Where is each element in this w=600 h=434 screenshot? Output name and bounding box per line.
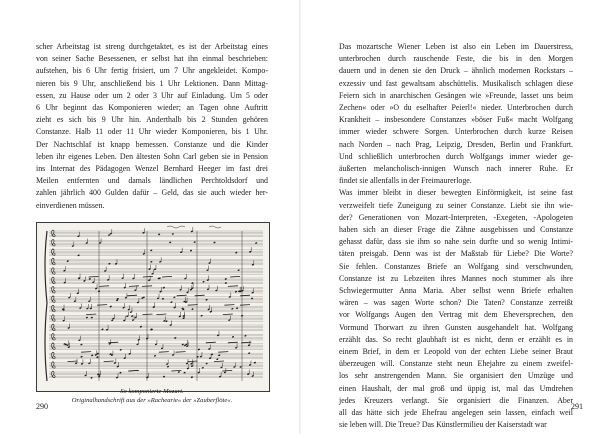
figure-caption	[36, 388, 268, 405]
text-line: Vormund Thorwart zu ihren Gunsten ausgehandelt hat. Wolfgang	[339, 322, 573, 332]
text-line: immer wieder schwere Sorgen. Unterbrochen durch kurze Reisen	[339, 127, 573, 137]
text-line: Feiern sich in anarchischen Gesängen wie »Freunde, lasset uns beim	[339, 90, 573, 100]
figure-caption-line-1: So komponierte Mozart.	[120, 388, 184, 395]
text-line: gehasst dafür, dass sie ihm so nahe sein durfte und so wenig Intimi-	[339, 237, 573, 247]
text-line: Und schließlich unterbrochen durch Wolfgangs immer wieder ge-	[339, 151, 573, 161]
text-line: scher Arbeitstag ist streng durchgetaktet, es ist der Arbeitstag eines	[36, 42, 268, 51]
page-number-right: 291	[571, 402, 583, 411]
text-line: leben ihr eigenes Leben. Den ältesten Sohn Carl geben sie in Pension	[36, 151, 268, 161]
text-line: täten preisgab. Denn was ist der Maßstab für Liebe? Die Worte?	[339, 249, 573, 259]
text-line: der? Generationen von Mozart-Interpreten, -Exegeten, -Apologeten	[339, 212, 573, 222]
text-line: einen Haushalt, der mal groß und üppig ist, mal das Umdrehen	[339, 383, 573, 393]
left-page	[0, 0, 299, 434]
left-body-text	[36, 41, 268, 212]
text-line: Was immer bleibt in dieser bewegten Einförmigkeit, ist seine fast	[339, 188, 573, 198]
manuscript-image	[37, 223, 269, 391]
text-line: unterbrochen durch rauschende Feste, die bis in den Morgen	[339, 54, 573, 64]
text-line: haben sich an dieser Frage die Zähne ausgebissen und Constanze	[339, 225, 573, 235]
text-line: all das hätte sich jede Ehefrau angelegen sein lassen, einfach weil	[339, 408, 573, 418]
text-line: Meilen entfernten und damals ländlichen Perchtoldsdorf und	[36, 176, 268, 186]
text-line: nieren bis 9 Uhr, anschließend bis 1 Uhr Lektionen. Dann Mittag-	[36, 78, 268, 88]
text-line: zieht es sich bis 9 Uhr hin. Anderthalb bis 2 Stunden gehören	[36, 115, 268, 125]
text-line: von seiner Sache Besessenen, er selbst hat ihn einmal beschrieben:	[36, 54, 268, 64]
music-manuscript-figure	[36, 222, 270, 392]
text-line: Schwiegermutter Anna Maria. Aber selbst wenn Briefe erhalten	[339, 286, 573, 296]
text-line: findet sie allenfalls in der Freimaurerloge.	[339, 176, 472, 186]
text-line: Zechen« oder »O du eselhafter Peierl!« nieder. Unterbrochen durch	[339, 103, 573, 113]
text-line: verzweifelt tiefe Zuneigung zu seiner Constanze. Liebt sie ihn wie-	[339, 200, 573, 210]
text-line: nach Norden – nach Prag, Leipzig, Dresden, Berlin und Frankfurt.	[339, 139, 573, 149]
text-line: 6 Uhr beginnt das Komponieren wieder; an Tagen ohne Auftritt	[36, 103, 268, 113]
right-page	[301, 0, 600, 434]
text-line: äußerten melancholisch-innigen Wunsch nach innerer Ruhe. Er	[339, 164, 573, 174]
text-line: einem Brief, in dem er Leopold von der echten Liebe seiner Braut	[339, 347, 573, 357]
text-line: Constanze. Halb 11 oder 11 Uhr wieder Komponieren, bis 1 Uhr.	[36, 127, 268, 137]
page-number-left: 290	[36, 402, 48, 411]
text-line: erzählt das. So recht glaubhaft ist es nicht, denn er erzählt es in	[339, 334, 573, 344]
text-line: sie leben will. Die Treue? Das Künstlermilieu der Kaiserstadt war	[339, 420, 547, 430]
text-line: einverdienen müssen.	[36, 200, 105, 210]
text-line: exzessiv und fast gewaltsam abschüttelis. Musikalisch schlagen diese	[339, 78, 573, 88]
text-line: zahlen jährlich 400 Gulden dafür – Geld, das sie auch wieder her-	[36, 188, 268, 198]
text-line: dauern und in denen sie den Druck – ähnlich modernen Rockstars –	[339, 66, 573, 76]
text-line: Sie fehlen. Constanzes Briefe an Wolfgang sind verschwunden,	[339, 261, 573, 271]
text-line: Das mozartsche Wiener Leben ist also ein Leben im Dauerstress,	[339, 42, 573, 51]
text-line: ins Internat des Pädagogen Wenzel Bernhard Heeger im fast drei	[36, 164, 268, 174]
figure-caption-line-2: Originalhandschrift aus der »Rachearie« der »Zauberflöte«.	[71, 396, 233, 404]
text-line: Der Nachtschlaf ist knapp bemessen. Constanze und die Kinder	[36, 139, 268, 149]
text-line: aufstehen, bis 6 Uhr fertig frisiert, um 7 Uhr angekleidet. Kompo-	[36, 66, 268, 76]
right-body-text	[339, 41, 573, 432]
text-line: wären – was sagen Worte schon? Die Taten? Constanze zerreißt	[339, 298, 573, 308]
text-line: Krankheit – insbesondere Constanzes »böser Fuß« macht Wolfgang	[339, 115, 573, 125]
text-line: essen, zu Hause oder um 2 oder 3 Uhr auf Einladung. Um 5 oder	[36, 90, 268, 100]
text-line: Constanze ist zu Lebzeiten ihres Mannes noch stummer als ihre	[339, 273, 573, 283]
text-line: jedes Kreuzers verlangt. Sie organisiert die Finanzen. Aber	[339, 395, 573, 405]
text-line: los sehr anstrengenden Mann. Sie organisiert den Umzüge und	[339, 371, 573, 381]
text-line: überzeugen will. Constanze steht neun Ehejahre zu einem zweifel-	[339, 359, 573, 369]
text-line: vor Wolfgangs Augen den Vertrag mit dem Eheversprechen, den	[339, 310, 573, 320]
